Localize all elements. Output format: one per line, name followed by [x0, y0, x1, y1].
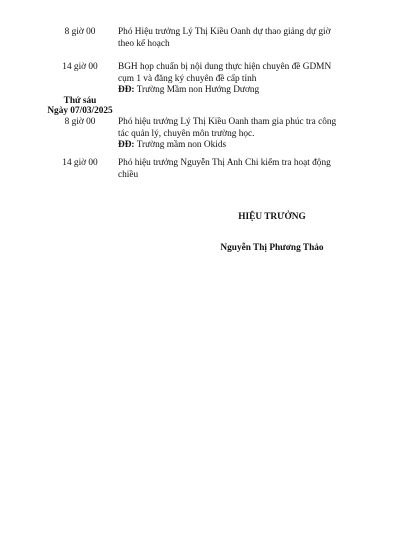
signature-name: Nguyễn Thị Phương Thảo	[220, 243, 324, 253]
entry-description-line: Phó hiệu trưởng Nguyễn Thị Anh Chi kiểm tra hoạt động	[118, 158, 331, 168]
entry-time: 14 giờ 00	[62, 158, 98, 168]
entry-description-line: cụm 1 và đăng ký chuyên đề cấp tỉnh	[118, 73, 257, 84]
location-label: ĐĐ:	[118, 140, 135, 151]
entry-description-line: theo kế hoạch	[118, 38, 170, 49]
entry-description	[118, 158, 340, 181]
location-value: Trường mầm non Okids	[136, 140, 227, 151]
entry-time: 8 giờ 00	[64, 117, 96, 127]
entry-location	[118, 140, 340, 152]
date-label: Ngày 07/03/2025	[47, 106, 113, 116]
entry-description	[118, 117, 340, 152]
entry-description	[118, 62, 340, 97]
entry-location	[118, 85, 340, 97]
location-label: ĐĐ:	[118, 85, 135, 96]
entry-description-line: BGH họp chuẩn bị nội dung thực hiện chuyên đề GDMN	[118, 62, 332, 72]
entry-description-line: tác quản lý, chuyên môn trường học.	[118, 128, 255, 139]
location-value: Trường Mầm non Hướng Dương	[136, 85, 260, 96]
signature-title: HIỆU TRƯỞNG	[238, 212, 306, 222]
entry-description-line: Phó hiệu trưởng Lý Thị Kiều Oanh tham gia phúc tra công	[118, 117, 337, 127]
entry-time: 8 giờ 00	[64, 27, 96, 37]
entry-description	[118, 27, 340, 50]
entry-description-line: chiều	[118, 169, 139, 180]
entry-time: 14 giờ 00	[62, 62, 98, 72]
day-label: Thứ sáu	[63, 96, 97, 106]
entry-description-line: Phó Hiệu trưởng Lý Thị Kiều Oanh dự thao giảng dự giờ	[118, 27, 331, 37]
